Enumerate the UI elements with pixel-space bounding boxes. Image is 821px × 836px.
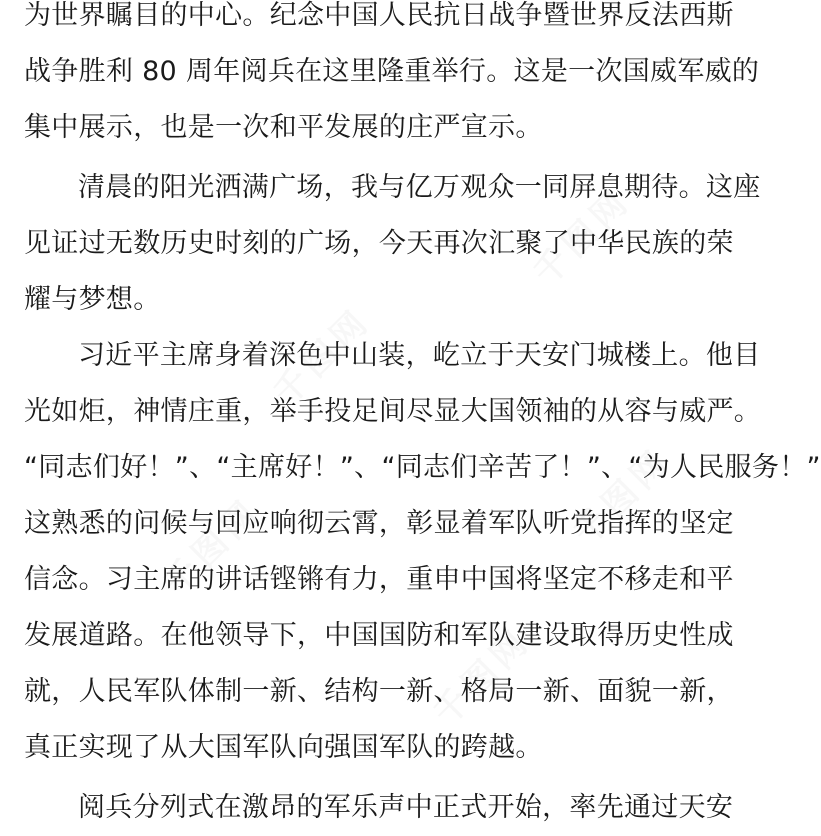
text-line: 清晨的阳光洒满广场，我与亿万观众一同屏息期待。这座	[78, 172, 761, 203]
text-line: 就，人民军队体制一新、结构一新、格局一新、面貌一新，	[24, 676, 734, 707]
text-line: 光如炬，神情庄重，举手投足间尽显大国领袖的从容与威严。	[24, 396, 762, 427]
text-line: 阅兵分列式在激昂的军乐声中正式开始，率先通过天安	[78, 792, 734, 823]
text-line: 耀与梦想。	[24, 284, 161, 315]
watermark: 千图网	[565, 440, 680, 554]
text-line: 发展道路。在他领导下，中国国防和军队建设取得历史性成	[24, 620, 734, 651]
watermark: 千图网	[425, 620, 540, 734]
text-line: 为世界瞩目的中心。纪念中国人民抗日战争暨世界反法西斯	[24, 0, 734, 31]
text-line: 习近平主席身着深色中山装，屹立于天安门城楼上。他目	[78, 340, 761, 371]
text-line: 这熟悉的问候与回应响彻云霄，彰显着军队听党指挥的坚定	[24, 508, 734, 539]
text-line: 见证过无数历史时刻的广场，今天再次汇聚了中华民族的荣	[24, 228, 734, 259]
watermark: 千图网	[265, 300, 380, 414]
watermark: 千图网	[525, 180, 640, 294]
text-line: 信念。习主席的讲话铿锵有力，重申中国将坚定不移走和平	[24, 564, 734, 595]
text-line: 集中展示，也是一次和平发展的庄严宣示。	[24, 112, 543, 143]
text-line: “同志们好！”、“主席好！”、“同志们辛苦了！”、“为人民服务！”	[24, 452, 821, 483]
watermark: 千图网	[155, 490, 270, 604]
text-line: 真正实现了从大国军队向强国军队的跨越。	[24, 732, 543, 763]
text-line: 战争胜利 80 周年阅兵在这里隆重举行。这是一次国威军威的	[24, 56, 760, 87]
